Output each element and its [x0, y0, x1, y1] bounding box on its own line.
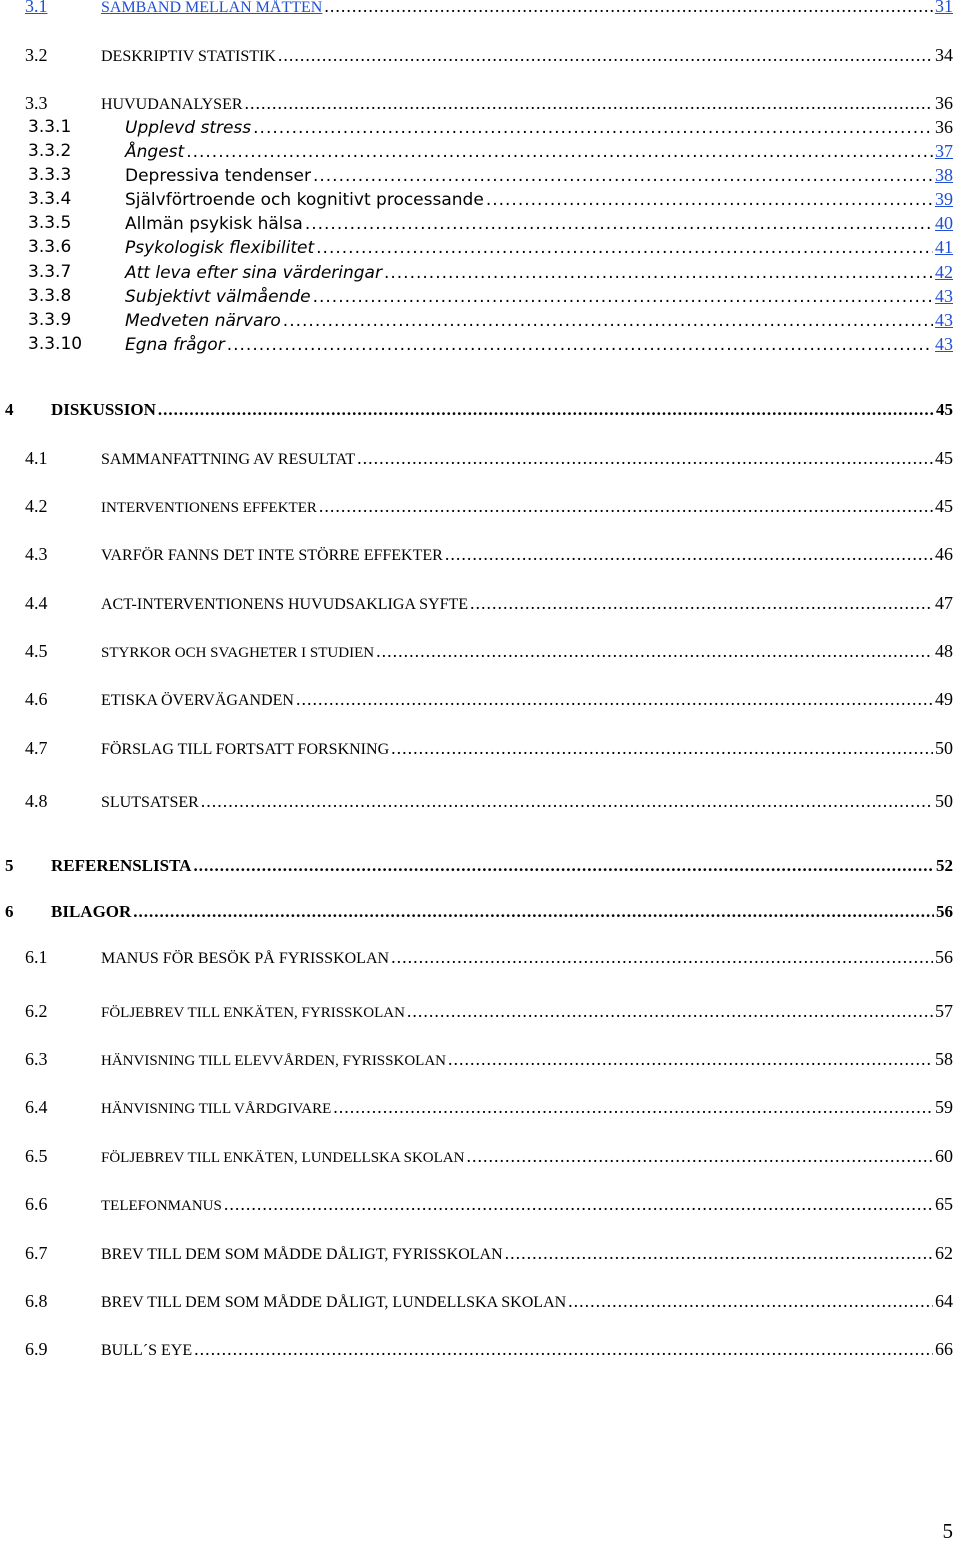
toc-number: 6: [5, 902, 14, 921]
toc-entry-6-4[interactable]: [0, 1097, 960, 1118]
toc-leader: [227, 335, 933, 355]
toc-page: 49: [935, 689, 953, 709]
page-number: 5: [942, 1519, 953, 1543]
toc-leader: [313, 287, 933, 307]
toc-entry-6-7[interactable]: [0, 1243, 960, 1264]
toc-entry-4-5[interactable]: [0, 641, 960, 662]
toc-title: REFERENSLISTA: [51, 856, 192, 875]
toc-leader: [466, 1146, 933, 1167]
toc-entry-6-9[interactable]: [0, 1339, 960, 1360]
toc-leader: [133, 902, 934, 922]
toc-page[interactable]: 39: [935, 189, 953, 209]
toc-title: DESKRIPTIV STATISTIK: [101, 48, 276, 65]
toc-number: 4.8: [25, 791, 48, 811]
toc-title: BILAGOR: [51, 902, 132, 921]
toc-entry-3-3-4[interactable]: [0, 189, 960, 210]
toc-title: Upplevd stress: [125, 118, 252, 138]
toc-chapter-5[interactable]: [0, 856, 960, 876]
toc-leader: [445, 544, 933, 565]
toc-page: 66: [935, 1339, 953, 1359]
toc-entry-3-3-3[interactable]: [0, 165, 960, 186]
toc-page[interactable]: 40: [935, 213, 953, 233]
toc-title: SLUTSATSER: [101, 794, 199, 811]
toc-leader: [253, 118, 933, 138]
toc-leader: [201, 791, 933, 812]
toc-page: 36: [935, 93, 953, 113]
toc-page[interactable]: 43: [935, 334, 953, 354]
toc-title: HÄNVISNING TILL VÅRDGIVARE: [101, 1101, 332, 1117]
toc-number: 6.1: [25, 947, 48, 967]
toc-page: 45: [935, 448, 953, 468]
toc-title: VARFÖR FANNS DET INTE STÖRRE EFFEKTER: [101, 547, 443, 564]
toc-page: 34: [935, 45, 953, 65]
toc-page[interactable]: 38: [935, 165, 953, 185]
toc-page: 52: [936, 856, 953, 875]
toc-leader: [505, 1243, 933, 1264]
toc-title: Subjektivt välmående: [125, 287, 311, 307]
toc-number: 4.2: [25, 496, 48, 516]
toc-leader: [324, 0, 933, 17]
toc-leader: [319, 496, 933, 517]
toc-page: 62: [935, 1243, 953, 1263]
toc-number: 4.7: [25, 738, 48, 758]
toc-number: 3.3.4: [28, 189, 72, 209]
toc-number: 6.5: [25, 1146, 48, 1166]
toc-leader: [313, 166, 933, 186]
toc-leader: [194, 1339, 933, 1360]
toc-leader: [470, 593, 933, 614]
toc-page: 31: [935, 0, 953, 16]
toc-title: DISKUSSION: [51, 400, 156, 419]
toc-number: 6.9: [25, 1339, 48, 1359]
toc-title: BREV TILL DEM SOM MÅDDE DÅLIGT, FYRISSKOLAN: [101, 1246, 503, 1263]
toc-page: 36: [935, 117, 953, 137]
toc-entry-3-3-7[interactable]: [0, 262, 960, 283]
toc-number: 6.3: [25, 1049, 48, 1069]
toc-number: 3.3.8: [28, 286, 72, 306]
toc-leader: [186, 142, 933, 162]
toc-number: 6.7: [25, 1243, 48, 1263]
toc-page: 45: [936, 400, 953, 419]
toc-leader: [333, 1097, 933, 1118]
toc-leader: [316, 238, 933, 258]
toc-title: SAMBAND MELLAN MÅTTEN: [101, 0, 323, 16]
toc-entry-6-3[interactable]: [0, 1049, 960, 1070]
toc-leader: [296, 689, 933, 710]
toc-page[interactable]: 42: [935, 262, 953, 282]
toc-number: 4.1: [25, 448, 48, 468]
toc-number: 5: [5, 856, 14, 875]
toc-entry-3-3-9[interactable]: [0, 310, 960, 331]
toc-entry-4-4[interactable]: [0, 593, 960, 614]
toc-title: Allmän psykisk hälsa: [125, 214, 303, 234]
toc-page: 45: [935, 496, 953, 516]
toc-number: 3.3.7: [28, 262, 72, 282]
toc-entry-4-1[interactable]: [0, 448, 960, 469]
toc-entry-6-5[interactable]: [0, 1146, 960, 1167]
toc-page: 50: [935, 738, 953, 758]
toc-number: 3.2: [25, 45, 48, 65]
toc-number: 3.3.10: [28, 334, 83, 354]
toc-entry-3-3-6[interactable]: [0, 237, 960, 258]
toc-number: 3.1: [25, 0, 48, 16]
toc-leader: [245, 93, 933, 114]
toc-page: 60: [935, 1146, 953, 1166]
toc-entry-3-1[interactable]: [0, 0, 960, 17]
toc-leader: [357, 448, 933, 469]
toc-entry-4-8[interactable]: [0, 791, 960, 812]
toc-title: Ångest: [125, 142, 185, 162]
toc-title: Självförtroende och kognitivt processande: [125, 190, 484, 210]
toc-leader: [384, 263, 933, 283]
toc-page: 46: [935, 544, 953, 564]
toc-title: Medveten närvaro: [125, 311, 281, 331]
toc-title: FÖLJEBREV TILL ENKÄTEN, LUNDELLSKA SKOLAN: [101, 1150, 465, 1166]
toc-title: HÄNVISNING TILL ELEVVÅRDEN, FYRISSKOLAN: [101, 1053, 446, 1069]
toc-entry-3-3-8[interactable]: [0, 286, 960, 307]
toc-entry-4-6[interactable]: [0, 689, 960, 710]
toc-entry-3-3-5[interactable]: [0, 213, 960, 234]
toc-leader: [448, 1049, 933, 1070]
toc-entry-4-2[interactable]: [0, 496, 960, 517]
toc-title: TELEFONMANUS: [101, 1198, 222, 1214]
toc-title: STYRKOR OCH SVAGHETER I STUDIEN: [101, 645, 375, 661]
toc-leader: [486, 190, 933, 210]
toc-entry-3-3-1[interactable]: [0, 117, 960, 138]
toc-leader: [407, 1001, 933, 1022]
toc-chapter-4[interactable]: [0, 400, 960, 420]
toc-leader: [278, 45, 933, 66]
toc-page: 59: [935, 1097, 953, 1117]
toc-number: 4.5: [25, 641, 48, 661]
toc-title: MANUS FÖR BESÖK PÅ FYRISSKOLAN: [101, 950, 390, 967]
toc-title: ACT-INTERVENTIONENS HUVUDSAKLIGA SYFTE: [101, 596, 469, 613]
toc-number: 3.3: [25, 93, 48, 113]
toc-page: 58: [935, 1049, 953, 1069]
toc-page: 56: [936, 902, 953, 921]
toc-title: Att leva efter sina värderingar: [125, 263, 382, 283]
toc-entry-3-3-2[interactable]: [0, 141, 960, 162]
toc-number: 6.2: [25, 1001, 48, 1021]
toc-title: FÖRSLAG TILL FORTSATT FORSKNING: [101, 741, 390, 758]
toc-entry-6-8[interactable]: [0, 1291, 960, 1312]
toc-number: 3.3.2: [28, 141, 72, 161]
toc-number: 4.3: [25, 544, 48, 564]
toc-page: 64: [935, 1291, 953, 1311]
toc-leader: [568, 1291, 933, 1312]
toc-page[interactable]: 41: [935, 237, 953, 257]
toc-entry-6-2[interactable]: [0, 1001, 960, 1022]
toc-number: 4: [5, 400, 14, 419]
toc-leader: [305, 214, 933, 234]
toc-page: 56: [935, 947, 953, 967]
toc-number: 3.3.3: [28, 165, 72, 185]
toc-number: 3.3.5: [28, 213, 72, 233]
toc-number: 3.3.1: [28, 117, 72, 137]
toc-number: 3.3.9: [28, 310, 72, 330]
toc-leader: [158, 400, 934, 420]
toc-page: 48: [935, 641, 953, 661]
toc-entry-6-6[interactable]: [0, 1194, 960, 1215]
toc-number: 4.6: [25, 689, 48, 709]
toc-page[interactable]: 37: [935, 141, 953, 161]
toc-entry-4-3[interactable]: [0, 544, 960, 565]
toc-leader: [224, 1194, 933, 1215]
toc-number: 3.3.6: [28, 237, 72, 257]
toc-page[interactable]: 43: [935, 310, 953, 330]
toc-title: HUVUDANALYSER: [101, 96, 243, 113]
toc-number: 6.6: [25, 1194, 48, 1214]
toc-page: 47: [935, 593, 953, 613]
toc-entry-6-1[interactable]: [0, 947, 960, 968]
toc-title: SAMMANFATTNING AV RESULTAT: [101, 451, 356, 468]
toc-page: 50: [935, 791, 953, 811]
toc-entry-4-7[interactable]: [0, 738, 960, 759]
toc-title: BULL´S EYE: [101, 1342, 193, 1359]
toc-title: INTERVENTIONENS EFFEKTER: [101, 500, 317, 516]
toc-number: 6.4: [25, 1097, 48, 1117]
toc-title: FÖLJEBREV TILL ENKÄTEN, FYRISSKOLAN: [101, 1005, 405, 1021]
toc-title: BREV TILL DEM SOM MÅDDE DÅLIGT, LUNDELLSKA SKOLAN: [101, 1294, 567, 1311]
toc-title: ETISKA ÖVERVÄGANDEN: [101, 692, 294, 709]
toc-entry-3-2[interactable]: [0, 45, 960, 66]
toc-page: 57: [935, 1001, 953, 1021]
toc-leader: [376, 641, 933, 662]
toc-entry-3-3[interactable]: [0, 93, 960, 114]
toc-page: 65: [935, 1194, 953, 1214]
toc-number: 6.8: [25, 1291, 48, 1311]
toc-leader: [193, 856, 934, 876]
toc-page[interactable]: 43: [935, 286, 953, 306]
toc-number: 4.4: [25, 593, 48, 613]
toc-title: Depressiva tendenser: [125, 166, 311, 186]
toc-leader: [391, 738, 933, 759]
toc-chapter-6[interactable]: [0, 902, 960, 922]
toc-leader: [391, 947, 933, 968]
toc-title: Egna frågor: [125, 335, 225, 355]
toc-title: Psykologisk flexibilitet: [125, 238, 315, 258]
toc-leader: [283, 311, 933, 331]
toc-entry-3-3-10[interactable]: [0, 334, 960, 355]
